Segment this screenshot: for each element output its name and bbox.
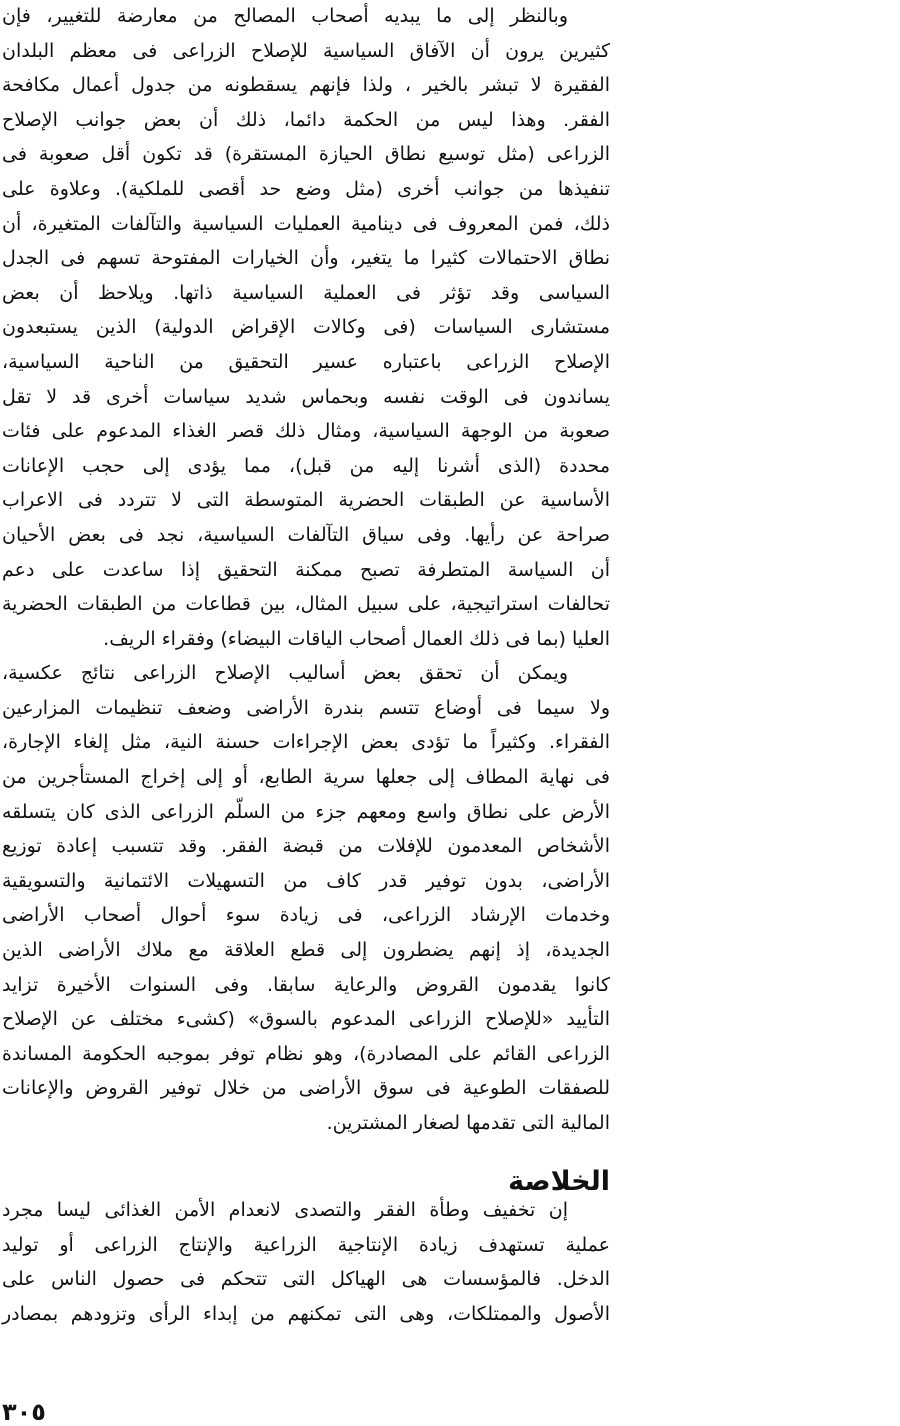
conclusion-text [2,1193,610,1331]
paragraph-line: وخدمات الإرشاد الزراعى، فى زيادة سوء أحوال أصحاب الأراضى [2,904,610,927]
paragraph-line: الجديدة، إذ إنهم يضطرون إلى قطع العلاقة مع ملاك الأراضى الذين [2,939,610,962]
paragraph-line: كانوا يقدمون القروض والرعاية سابقا. وفى السنوات الأخيرة تزايد [2,973,610,996]
paragraph-line: للصفقات الطوعية فى سوق الأراضى من خلال توفير القروض والإعانات [2,1077,610,1100]
paragraph-line: الزراعى (مثل توسيع نطاق الحيازة المستقرة) قد تكون أقل صعوبة فى [2,143,610,166]
paragraph-line: فى نهاية المطاف إلى جعلها سرية الطابع، أو إلى إخراج المستأجرين من [2,766,610,789]
paragraph-line: ويمكن أن تحقق بعض أساليب الإصلاح الزراعى نتائج عكسية، [2,662,568,685]
paragraph-line: الأراضى، بدون توفير قدر كاف من التسهيلات الائتمانية والتسويقية [2,869,610,892]
paragraph-line: ولا سيما فى أوضاع تتسم بندرة الأراضى وضعف تنظيمات المزارعين [2,696,610,719]
paragraph-line: المالية التى تقدمها لصغار المشترين. [326,1112,610,1134]
paragraph-line: الأرض على نطاق واسع ومعهم جزء من السلّم الزراعى الذى كان يتسلقه [2,800,610,823]
paragraph-line: تحالفات استراتيجية، على سبيل المثال، بين قطاعات من الطبقات الحضرية [2,593,610,616]
paragraph-line: العليا (بما فى ذلك العمال أصحاب الياقات البيضاء) وفقراء الريف. [103,627,610,650]
paragraph-line: الأشخاص المعدمون للإفلات من قبضة الفقر. وقد تتسبب إعادة توزيع [2,835,610,858]
paragraph-line: صعوبة من الوجهة السياسية، ومثال ذلك قصر الغذاء المدعوم على فئات [2,420,610,443]
paragraph-line: الفقراء. وكثيراً ما تؤدى بعض الإجراءات حسنة النية، مثل إلغاء الإجارة، [2,731,610,754]
paragraph-line: إن تخفيف وطأة الفقر والتصدى لانعدام الأمن الغذائى ليسا مجرد [2,1199,568,1221]
section-heading: الخلاصة [508,1166,610,1197]
paragraph-line: كثيرين يرون أن الآفاق السياسية للإصلاح الزراعى فى معظم البلدان [2,39,610,62]
paragraph-line: الفقيرة لا تبشر بالخير ، ولذا فإنهم يسقطونه من جدول أعمال مكافحة [2,74,610,97]
paragraph-line: أن السياسة المتطرفة تصبح ممكنة التحقيق إذا ساعدت على دعم [2,558,610,581]
paragraph-line: الدخل. فالمؤسسات هى الهياكل التى تتحكم فى حصول الناس على [2,1268,610,1291]
paragraph-line: صراحة عن رأيها. وفى سياق التآلفات السياسية، نجد فى بعض الأحيان [2,523,610,546]
paragraph-line: ذلك، فمن المعروف فى دينامية العمليات السياسية والتآلفات المتغيرة، أن [2,212,610,235]
paragraph-line: وبالنظر إلى ما يبديه أصحاب المصالح من معارضة للتغيير، فإن [2,5,568,27]
paragraph-line: يساندون فى الوقت نفسه وبحماس شديد سياسات أخرى قد لا تقل [2,385,610,408]
body-text [2,0,610,1141]
paragraph-line: مستشارى السياسات (فى وكالات الإقراض الدولية) الذين يستبعدون [2,316,610,339]
paragraph-line: الأصول والممتلكات، وهى التى تمكنهم من إبداء الرأى وتزودهم بمصادر [2,1302,610,1325]
paragraph-line: تنفيذها من جوانب أخرى (مثل وضع حد أقصى للملكية). وعلاوة على [2,177,610,200]
paragraph-line: السياسى وقد تؤثر فى العملية السياسية ذاتها. ويلاحظ أن بعض [2,281,610,304]
paragraph-line: الفقر. وهذا ليس من الحكمة دائما، ذلك أن بعض جوانب الإصلاح [2,108,610,131]
paragraph-line: الأساسية عن الطبقات الحضرية المتوسطة التى لا تتردد فى الاعراب [2,489,610,512]
paragraph-line: الإصلاح الزراعى باعتباره عسير التحقيق من الناحية السياسية، [2,350,610,373]
paragraph-line: الزراعى القائم على المصادرة)، وهو نظام توفر بموجبه الحكومة المساندة [2,1042,610,1065]
paragraph-line: التأييد «للإصلاح الزراعى المدعوم بالسوق» (كشىء مختلف عن الإصلاح [2,1008,610,1031]
paragraph-line: محددة (الذى أشرنا إليه من قبل)، مما يؤدى إلى حجب الإعانات [2,454,610,477]
page-number: ٣٠٥ [2,1398,46,1426]
paragraph-line: نطاق الاحتمالات كثيرا ما يتغير، وأن الخيارات المفتوحة تسهم فى الجدل [2,247,610,270]
paragraph-line: عملية تستهدف زيادة الإنتاجية الزراعية والإنتاج الزراعى أو توليد [2,1233,610,1256]
